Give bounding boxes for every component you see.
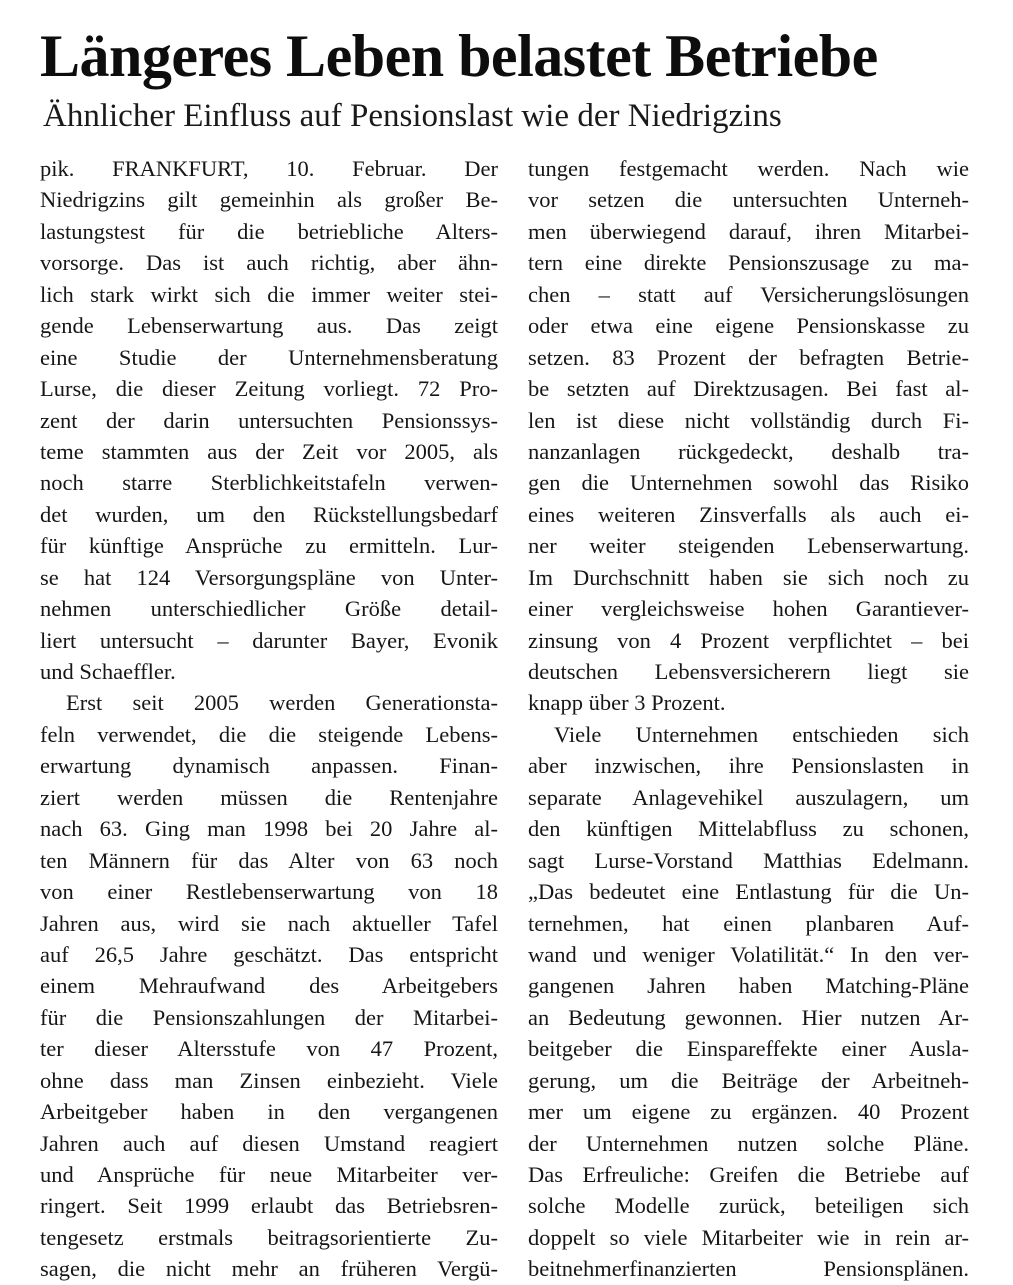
article-column-left	[40, 153, 498, 1285]
text-line: vor setzen die untersuchten Unterneh-	[528, 187, 969, 213]
text-line: Jahren aus, wird sie nach aktueller Tafel	[40, 910, 498, 936]
text-line: beitnehmerfinanzierten Pensionsplänen.	[528, 1256, 969, 1282]
text-line: einer vergleichsweise hohen Garantiever-	[528, 596, 969, 622]
text-line: einem Mehraufwand des Arbeitgebers	[40, 973, 498, 999]
text-line: det wurden, um den Rückstellungsbedarf	[40, 501, 498, 527]
text-line: zent der darin untersuchten Pensionssys-	[40, 407, 498, 433]
text-line: aber inzwischen, ihre Pensionslasten in	[528, 753, 969, 779]
text-line: eines weiteren Zinsverfalls als auch ei-	[528, 501, 969, 527]
text-line: solche Modelle zurück, beteiligen sich	[528, 1193, 969, 1219]
text-line: separate Anlagevehikel auszulagern, um	[528, 784, 969, 810]
text-line: und Schaeffler.	[40, 659, 176, 684]
text-line: nach 63. Ging man 1998 bei 20 Jahre al-	[40, 816, 498, 842]
text-line: auf 26,5 Jahre geschätzt. Das entspricht	[40, 941, 498, 967]
text-line: gende Lebenserwartung aus. Das zeigt	[40, 313, 498, 339]
text-line: men überwiegend darauf, ihren Mitarbei-	[528, 218, 969, 244]
text-line: tungen festgemacht werden. Nach wie	[528, 156, 969, 181]
text-line: Erst seit 2005 werden Generationsta-	[66, 690, 498, 716]
text-line: „Das bedeutet eine Entlastung für die Un-	[528, 879, 969, 905]
text-line: für die Pensionszahlungen der Mitarbei-	[40, 1004, 498, 1030]
text-line: gangenen Jahren haben Matching-Pläne	[528, 973, 969, 999]
text-line: tengesetz erstmals beitragsorientierte Zu-	[40, 1224, 498, 1250]
text-line: teme stammten aus der Zeit vor 2005, als	[40, 438, 498, 464]
text-line: für künftige Ansprüche zu ermitteln. Lur-	[40, 533, 498, 559]
text-line: mer um eigene zu ergänzen. 40 Prozent	[528, 1099, 969, 1125]
text-line: lastungstest für die betriebliche Alters-	[40, 218, 498, 244]
text-line: Lurse, die dieser Zeitung vorliegt. 72 Pro-	[40, 376, 498, 402]
text-line: doppelt so viele Mitarbeiter wie in rein ar-	[528, 1224, 969, 1250]
text-line: beitgeber die Einspareffekte einer Ausla-	[528, 1036, 969, 1062]
text-line: pik. FRANKFURT, 10. Februar. Der	[40, 156, 498, 181]
text-line: Niedrigzins gilt gemeinhin als großer Be-	[40, 187, 498, 213]
text-line: knapp über 3 Prozent.	[528, 690, 726, 716]
text-line: liert untersucht – darunter Bayer, Evonik	[40, 627, 498, 653]
text-line: ten Männern für das Alter von 63 noch	[40, 847, 498, 873]
text-line: nehmen unterschiedlicher Größe detail-	[40, 596, 498, 622]
text-line: von einer Restlebenserwartung von 18	[40, 879, 498, 905]
text-line: der Unternehmen nutzen solche Pläne.	[528, 1130, 969, 1156]
text-line: Jahren auch auf diesen Umstand reagiert	[40, 1130, 498, 1156]
text-line: ringert. Seit 1999 erlaubt das Betriebsren-	[40, 1193, 498, 1219]
text-line: ziert werden müssen die Rentenjahre	[40, 784, 498, 810]
text-line: gen die Unternehmen sowohl das Risiko	[528, 470, 969, 496]
text-line: se hat 124 Versorgungspläne von Unter-	[40, 564, 498, 590]
text-line: und Ansprüche für neue Mitarbeiter ver-	[40, 1162, 498, 1187]
text-line: ner weiter steigenden Lebenserwartung.	[528, 533, 969, 559]
text-line: ohne dass man Zinsen einbezieht. Viele	[40, 1067, 498, 1093]
text-line: wand und weniger Volatilität.“ In den ver-	[528, 941, 969, 967]
article-subheadline: Ähnlicher Einfluss auf Pensionslast wie der Niedrigzins	[43, 98, 782, 134]
text-line: Viele Unternehmen entschieden sich	[554, 721, 969, 747]
text-line: den künftigen Mittelabfluss zu schonen,	[528, 816, 969, 842]
text-line: sagt Lurse-Vorstand Matthias Edelmann.	[528, 847, 969, 873]
text-line: eine Studie der Unternehmensberatung	[40, 344, 498, 370]
text-line: noch starre Sterblichkeitstafeln verwen-	[40, 470, 498, 496]
text-line: oder etwa eine eigene Pensionskasse zu	[528, 313, 969, 339]
text-line: gerung, um die Beiträge der Arbeitneh-	[528, 1067, 969, 1093]
article-headline: Längeres Leben belastet Betriebe	[40, 23, 878, 89]
text-line: deutschen Lebensversicherern liegt sie	[528, 659, 969, 684]
text-line: Das Erfreuliche: Greifen die Betriebe auf	[528, 1162, 969, 1187]
text-line: lich stark wirkt sich die immer weiter stei-	[40, 281, 498, 307]
text-line: feln verwendet, die die steigende Lebens-	[40, 721, 498, 747]
text-line: tern eine direkte Pensionszusage zu ma-	[528, 250, 969, 276]
text-line: chen – statt auf Versicherungslösungen	[528, 281, 969, 307]
text-line: setzen. 83 Prozent der befragten Betrie-	[528, 344, 969, 370]
text-line: nanzanlagen rückgedeckt, deshalb tra-	[528, 438, 969, 464]
article-column-right	[528, 153, 969, 1285]
text-line: an Bedeutung gewonnen. Hier nutzen Ar-	[528, 1004, 969, 1030]
text-line: ternehmen, hat einen planbaren Auf-	[528, 910, 969, 936]
text-line: sagen, die nicht mehr an früheren Vergü-	[40, 1256, 498, 1282]
text-line: zinsung von 4 Prozent verpflichtet – bei	[528, 627, 969, 653]
text-line: Arbeitgeber haben in den vergangenen	[40, 1099, 498, 1125]
text-line: ter dieser Altersstufe von 47 Prozent,	[40, 1036, 498, 1062]
text-line: erwartung dynamisch anpassen. Finan-	[40, 753, 498, 779]
text-line: vorsorge. Das ist auch richtig, aber ähn-	[40, 250, 498, 276]
text-line: len ist diese nicht vollständig durch Fi-	[528, 407, 969, 433]
text-line: Im Durchschnitt haben sie sich noch zu	[528, 564, 969, 590]
text-line: be setzten auf Direktzusagen. Bei fast al-	[528, 376, 969, 402]
